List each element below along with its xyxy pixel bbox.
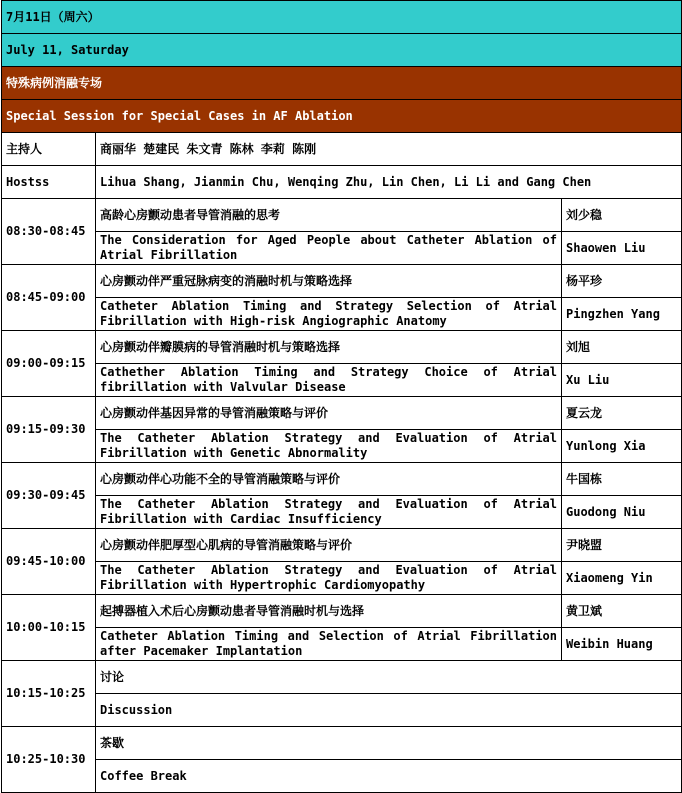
session-title-en: Special Session for Special Cases in AF Ablation [2,100,682,133]
hosts-names-en: Lihua Shang, Jianmin Chu, Wenqing Zhu, Lin Chen, Li Li and Gang Chen [96,166,682,199]
talk-time: 08:45-09:00 [2,265,96,331]
speaker-en: Xiaomeng Yin [562,562,682,595]
talk-title-en: Catheter Ablation Timing and Strategy Selection of Atrial Fibrillation with High-risk Angiographic Anatomy [96,298,562,331]
talk-title-en: The Consideration for Aged People about Catheter Ablation of Atrial Fibrillation [96,232,562,265]
break-title-en: Coffee Break [96,760,682,793]
date-en: July 11, Saturday [2,34,682,67]
talk-title-en: The Catheter Ablation Strategy and Evaluation of Atrial Fibrillation with Cardiac Insufficiency [96,496,562,529]
break-time: 10:15-10:25 [2,661,96,727]
talk-title-en: The Catheter Ablation Strategy and Evaluation of Atrial Fibrillation with Genetic Abnormality [96,430,562,463]
talk-time: 08:30-08:45 [2,199,96,265]
talk-time: 10:00-10:15 [2,595,96,661]
talk-title-cn: 高龄心房颤动患者导管消融的思考 [96,199,562,232]
talk-title-cn: 心房颤动伴基因异常的导管消融策略与评价 [96,397,562,430]
speaker-cn: 牛国栋 [562,463,682,496]
talk-title-en: Cathether Ablation Timing and Strategy Choice of Atrial fibrillation with Valvular Disease [96,364,562,397]
speaker-en: Xu Liu [562,364,682,397]
hosts-names-cn: 商丽华 楚建民 朱文青 陈林 李莉 陈刚 [96,133,682,166]
session-title-cn: 特殊病例消融专场 [2,67,682,100]
speaker-en: Yunlong Xia [562,430,682,463]
talk-title-en: The Catheter Ablation Strategy and Evaluation of Atrial Fibrillation with Hypertrophic Cardiomyopathy [96,562,562,595]
break-title-cn: 茶歇 [96,727,682,760]
break-title-en: Discussion [96,694,682,727]
speaker-cn: 刘少稳 [562,199,682,232]
talk-time: 09:15-09:30 [2,397,96,463]
speaker-cn: 尹晓盟 [562,529,682,562]
speaker-en: Pingzhen Yang [562,298,682,331]
hosts-label-cn: 主持人 [2,133,96,166]
date-cn: 7月11日（周六） [2,1,682,34]
talk-title-cn: 心房颤动伴严重冠脉病变的消融时机与策略选择 [96,265,562,298]
talk-time: 09:00-09:15 [2,331,96,397]
talk-title-cn: 心房颤动伴心功能不全的导管消融策略与评价 [96,463,562,496]
speaker-en: Guodong Niu [562,496,682,529]
talk-title-cn: 心房颤动伴肥厚型心肌病的导管消融策略与评价 [96,529,562,562]
talk-time: 09:45-10:00 [2,529,96,595]
speaker-cn: 夏云龙 [562,397,682,430]
speaker-cn: 刘旭 [562,331,682,364]
speaker-cn: 杨平珍 [562,265,682,298]
schedule-table [1,0,682,793]
talk-title-cn: 起搏器植入术后心房颤动患者导管消融时机与选择 [96,595,562,628]
talk-title-cn: 心房颤动伴瓣膜病的导管消融时机与策略选择 [96,331,562,364]
speaker-en: Weibin Huang [562,628,682,661]
break-time: 10:25-10:30 [2,727,96,793]
talk-time: 09:30-09:45 [2,463,96,529]
break-title-cn: 讨论 [96,661,682,694]
talk-title-en: Catheter Ablation Timing and Selection of Atrial Fibrillation after Pacemaker Implantation [96,628,562,661]
speaker-en: Shaowen Liu [562,232,682,265]
speaker-cn: 黄卫斌 [562,595,682,628]
hosts-label-en: Hostss [2,166,96,199]
